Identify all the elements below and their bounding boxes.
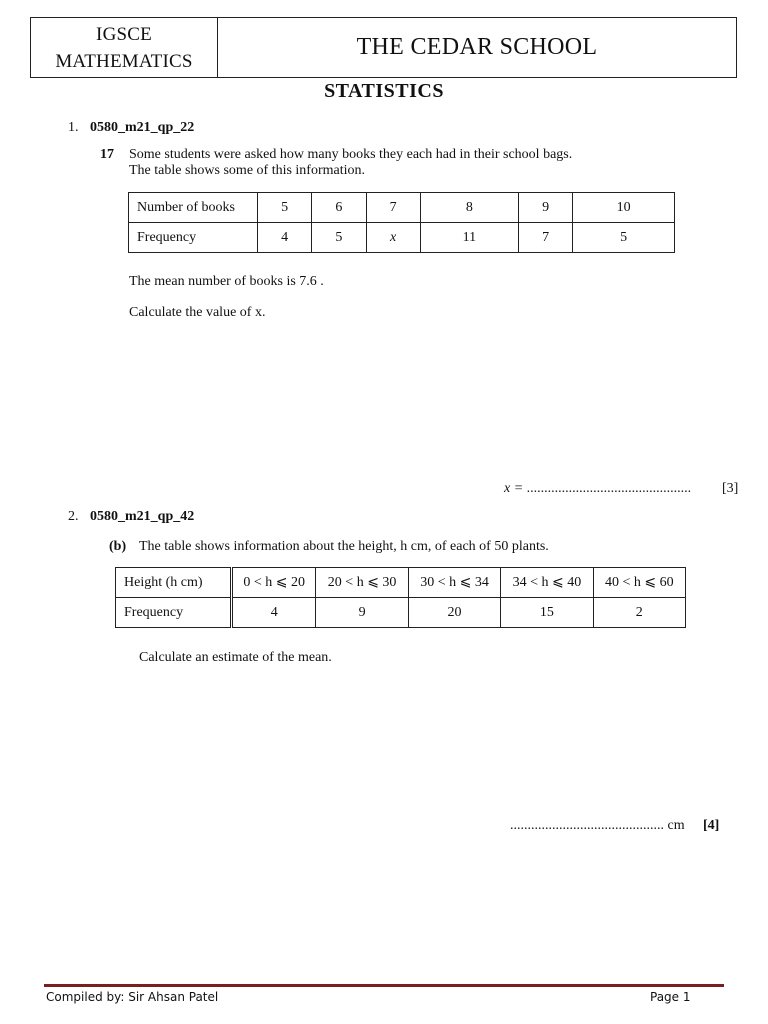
table-cell: 9 <box>316 598 408 628</box>
table-cell: 5 <box>312 223 366 253</box>
table-cell: 7 <box>518 223 572 253</box>
table-row <box>116 568 686 598</box>
answer-dots: ............................................... <box>526 481 692 496</box>
table-cell: 5 <box>573 223 675 253</box>
q1-code: 0580_m21_qp_22 <box>90 120 195 135</box>
q2-answer-line <box>510 818 685 834</box>
subject-line-2: MATHEMATICS <box>55 50 193 72</box>
footer-compiled-by: Compiled by: Sir Ahsan Patel <box>46 990 219 1004</box>
q2-number: 2. <box>68 509 79 524</box>
subject-line-1: IGSCE <box>96 23 152 45</box>
table-cell: 8 <box>420 193 518 223</box>
table-cell: 20 < h ⩽ 30 <box>316 568 408 598</box>
q1-marks: [3] <box>722 481 739 496</box>
table-cell: Height (h cm) <box>116 568 232 598</box>
table-cell: 4 <box>232 598 316 628</box>
table-cell: 7 <box>366 193 420 223</box>
table-cell: Frequency <box>116 598 232 628</box>
q1-sub-number: 17 <box>100 147 114 162</box>
table-cell: 6 <box>312 193 366 223</box>
table-cell: x <box>366 223 420 253</box>
table-cell: 30 < h ⩽ 34 <box>408 568 500 598</box>
page-title: STATISTICS <box>324 80 444 102</box>
table-cell: Frequency <box>129 223 258 253</box>
q1-heading <box>68 120 194 136</box>
books-table <box>128 192 675 253</box>
table-cell: 0 < h ⩽ 20 <box>232 568 316 598</box>
q2-code: 0580_m21_qp_42 <box>90 509 195 524</box>
q2-text: The table shows information about the height, h cm, of each of 50 plants. <box>139 539 549 554</box>
footer-rule <box>44 984 724 987</box>
table-cell: 11 <box>420 223 518 253</box>
q2-heading <box>68 509 194 525</box>
answer-dots: ............................................ <box>510 818 664 833</box>
table-cell: 9 <box>518 193 572 223</box>
table-cell: 4 <box>258 223 312 253</box>
q1-text-1: Some students were asked how many books they each had in their school bags. <box>129 147 573 162</box>
answer-label: x = <box>504 481 524 496</box>
table-cell: Number of books <box>129 193 258 223</box>
school-name: THE CEDAR SCHOOL <box>356 34 598 60</box>
q1-text-2: The table shows some of this information. <box>129 163 366 178</box>
table-row <box>129 223 675 253</box>
table-cell: 40 < h ⩽ 60 <box>593 568 685 598</box>
q1-instruction: Calculate the value of x. <box>129 305 266 320</box>
q2-marks: [4] <box>703 818 720 833</box>
table-cell: 34 < h ⩽ 40 <box>501 568 593 598</box>
table-cell: 5 <box>258 193 312 223</box>
answer-unit: cm <box>667 818 685 833</box>
q1-number: 1. <box>68 120 79 135</box>
q2-instruction: Calculate an estimate of the mean. <box>139 650 332 665</box>
table-row <box>116 598 686 628</box>
table-row <box>129 193 675 223</box>
footer-page-number: Page 1 <box>650 990 691 1004</box>
table-cell: 2 <box>593 598 685 628</box>
q2-part: (b) <box>109 539 127 554</box>
subject-cell <box>31 18 218 77</box>
table-cell: 20 <box>408 598 500 628</box>
table-cell: 10 <box>573 193 675 223</box>
header-box <box>30 17 737 78</box>
heights-table <box>115 567 686 628</box>
table-cell: 15 <box>501 598 593 628</box>
q1-mean-statement: The mean number of books is 7.6 . <box>129 274 324 289</box>
q1-answer-line <box>504 481 691 497</box>
